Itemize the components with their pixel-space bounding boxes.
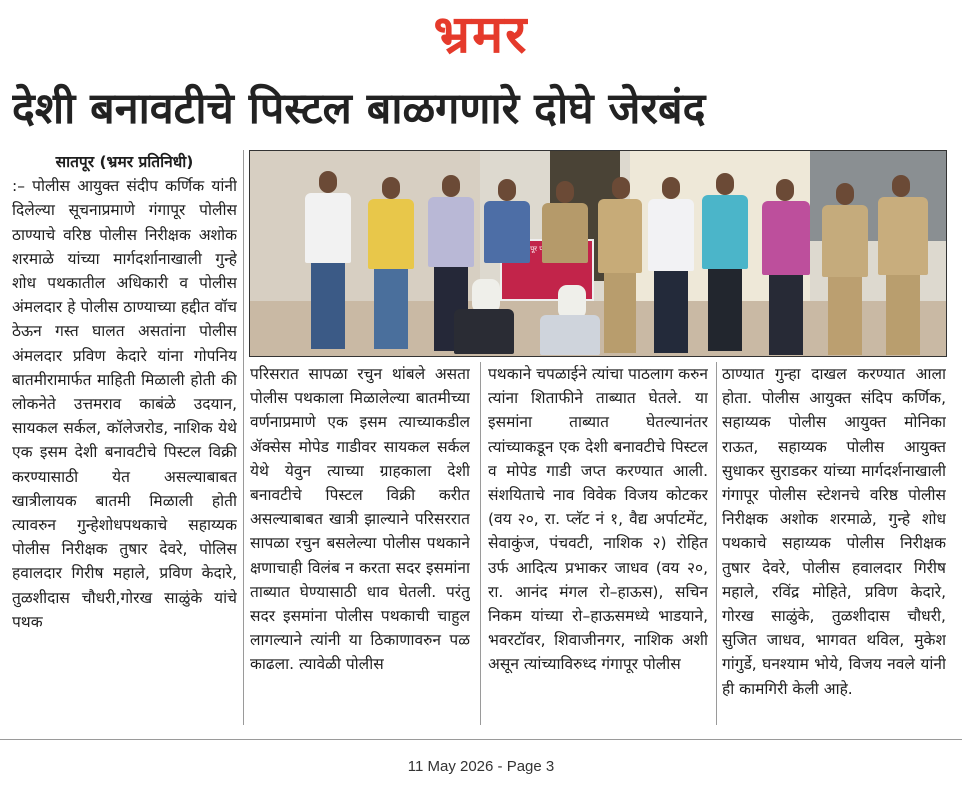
masthead-logo: भ्रमर: [433, 5, 529, 65]
masthead: [0, 0, 962, 70]
article-column-2: [250, 362, 470, 725]
page-footer: 11 May 2026 - Page 3: [407, 758, 555, 775]
dateline: सातपूर (भ्रमर प्रतिनिधी): [55, 153, 194, 171]
article-column-4: [722, 362, 946, 742]
article-column-1: [12, 150, 237, 725]
column-divider: [243, 150, 244, 725]
article-column-4-text: ठाण्यात गुन्हा दाखल करण्यात आला होता. पोलीस आयुक्त संदिप कर्णिक, सहाय्यक पोलीस आयुक्त मोनिका राऊत, सहाय्यक पोलीस आयुक्त सुधाकर सुराडकर यांच्या मार्गदर्शनाखाली गंगापूर पोलीस स्टेशनचे वरिष्ठ पोलीस निरीक्षक अशोक शरमाळे, गुन्हे शोध पथकाचे सहाय्यक पोलीस निरीक्षक तुषार देवरे, पोलीस हवालदार गिरीष महाले, रविंद्र मोहिते, प्रविण केदारे, गोरख साळुंके, तुळशीदास चौधरी, सुजित जाधव, भागवत थविल, मुकेश गांगुर्डे, घनश्याम भोये, विजय नवले यांनी ही कामगिरी केली आहे.: [722, 365, 946, 698]
headline: देशी बनावटीचे पिस्टल बाळगणारे दोघे जेरबंद: [12, 84, 706, 134]
news-photo: [249, 150, 947, 357]
article-column-1-text: :– पोलीस आयुक्त संदीप कर्णिक यांनी दिलेल्या सूचनाप्रमाणे गंगापूर पोलीस ठाण्याचे वरिष्ठ पोलीस निरीक्षक अशोक शरमाळे यांच्या मार्गदर्शानाखाली गुन्हे शोध पथकातील अधिकारी व पोलीस अंमलदार हे पोलीस ठाण्याच्या हद्दीत वॉच ठेऊन गस्त घालत असतांना पोलीस अंमलदार प्रविण केदारे यांना गोपनिय बातमीरामार्फत माहिती मिळाली होती की लोकनेते उत्तमराव काबंळे उदयान, सायकल सर्कल, कॉलेजरोड, नाशिक येथे एक इसम देशी बनावटीचे पिस्टल विक्री करण्यासाठी येत असल्याबाबत खात्रीलायक बातमी मिळाली होती त्यावरुन गुन्हेशोधपथकाचे सहाय्यक पोलीस निरीक्षक तुषार देवरे, पोलिस हवालदार गिरीष महाले, प्रविण केदारे, तुळशीदास चौधरी,गोरख साळुंके यांचे पथक: [12, 177, 237, 631]
column-divider: [716, 362, 717, 725]
column-divider: [480, 362, 481, 725]
article-column-3-text: पथकाने चपळाईने त्यांचा पाठलाग करुन त्यांना शिताफीने ताब्यात घेतले. या इसमांना ताब्यात घेतल्यानंतर त्यांच्याकडून एक देशी बनावटीचे पिस्टल व मोपेड गाडी जप्त करण्यात आली. संशयिताचे नाव विवेक विजय कोटकर (वय २०, रा. प्लॅट नं १, वैद्य अर्पाटमेंट, सेवाकुंज, पंचवटी, नाशिक २) रोहित उर्फ आदित्य प्रभाकर जाधव (वय २०, रा. आनंद मंगल रो–हाऊस), सचिन निकम यांच्या रो–हाऊसमध्ये भाडयाने, भवरटॉवर, शिवाजीनगर, नाशिक अशी असून त्यांच्याविरुध्द गंगापूर पोलीस: [488, 365, 708, 674]
article-column-3: [488, 362, 708, 725]
article-column-2-text: परिसरात सापळा रचुन थांबले असता पोलीस पथकाला मिळालेल्या बातमीच्या वर्णनाप्रमाणे एक इसम त्याच्याकडील ॲक्सेस मोपेड गाडीवर सायकल सर्कल येथे येवुन त्याच्या ग्राहकाला देशी बनावटीचे पिस्टल विक्री करीत असल्याबाबत खात्री झाल्याने परिसररात सापळा रचुन बसलेल्या पोलीस पथकाने क्षणाचाही विलंब न करता सदर इसमांना ताब्यात घेण्यासाठी धाव घेतली. परंतु सदर इसमांना पोलीस पथकाची चाहुल लागल्याने त्यांनी या ठिकाणावरुन पळ काढला. त्यावेळी पोलीस: [250, 365, 470, 674]
footer-rule: [0, 739, 962, 740]
